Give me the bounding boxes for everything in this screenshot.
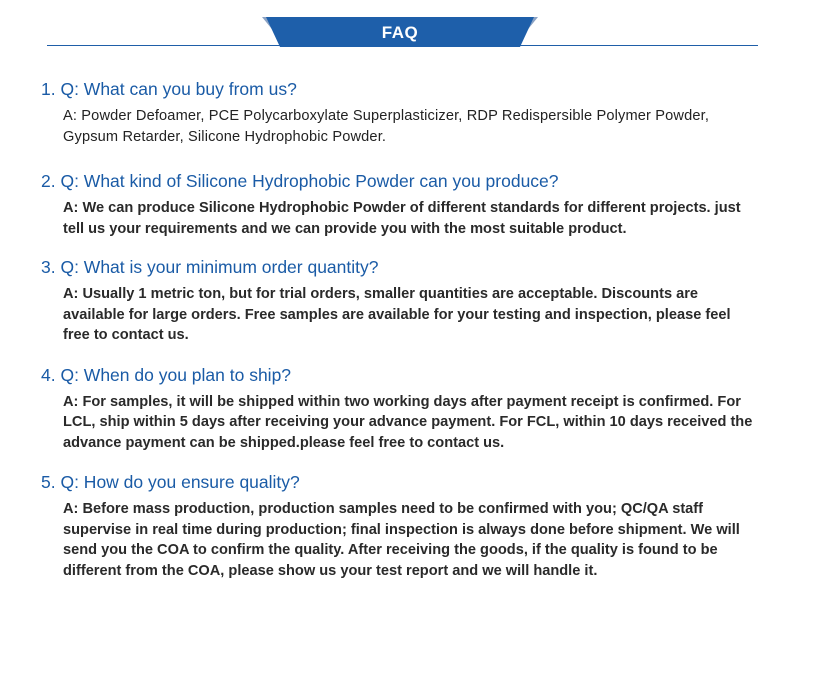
faq-question: 3. Q: What is your minimum order quantity?	[41, 257, 379, 277]
faq-header	[0, 0, 815, 60]
faq-question-text: Q: How do you ensure quality?	[60, 472, 300, 492]
faq-answer: A: Before mass production, production samples need to be confirmed with you; QC/QA staff supervise in real time during production; final inspection is always done before shipment. We will send you the COA to confirm the quality. After receiving the goods, if the quality is found to be different from the COA, please show us your test report and we will handle it.	[63, 501, 740, 579]
faq-title-banner	[262, 17, 538, 47]
faq-question-text: Q: What is your minimum order quantity?	[60, 257, 379, 277]
faq-question: 2. Q: What kind of Silicone Hydrophobic Powder can you produce?	[41, 171, 559, 191]
faq-number: 2	[41, 171, 51, 191]
faq-list	[41, 78, 761, 581]
faq-answer: A: We can produce Silicone Hydrophobic Powder of different standards for different projects. just tell us your requirements and we can provide you with the most suitable product.	[63, 200, 741, 237]
faq-answer: A: Powder Defoamer, PCE Polycarboxylate Superplasticizer, RDP Redispersible Polymer Powder, Gypsum Retarder, Silicone Hydrophobic Powder.	[63, 108, 710, 145]
faq-number: 4	[41, 364, 51, 385]
faq-question-text: Q: What can you buy from us?	[60, 79, 297, 99]
faq-number: 1	[41, 79, 51, 99]
faq-item	[41, 170, 761, 239]
faq-item	[41, 78, 761, 147]
faq-item	[41, 471, 761, 581]
faq-number: 5	[41, 472, 51, 492]
faq-answer: A: For samples, it will be shipped within two working days after payment receipt is confirmed. For LCL, ship within 5 days after receiving your advance payment. For FCL, within 10 days received the advance payment can be shipped.please feel free to contact us.	[63, 393, 753, 451]
faq-question: 5. Q: How do you ensure quality?	[41, 472, 300, 492]
faq-item	[41, 256, 761, 346]
faq-question-text: Q: When do you plan to ship?	[60, 364, 292, 385]
faq-number: 3	[41, 257, 51, 277]
faq-question: 1. Q: What can you buy from us?	[41, 79, 297, 99]
faq-question-text: Q: What kind of Silicone Hydrophobic Powder can you produce?	[60, 171, 559, 191]
page-title: FAQ	[381, 23, 419, 42]
faq-item	[41, 364, 761, 454]
faq-answer: A: Usually 1 metric ton, but for trial orders, smaller quantities are acceptable. Discounts are available for large orders. Free samples are available for your testing and inspection, please feel free to contact us.	[63, 286, 731, 343]
faq-question: 4. Q: When do you plan to ship?	[41, 364, 292, 385]
